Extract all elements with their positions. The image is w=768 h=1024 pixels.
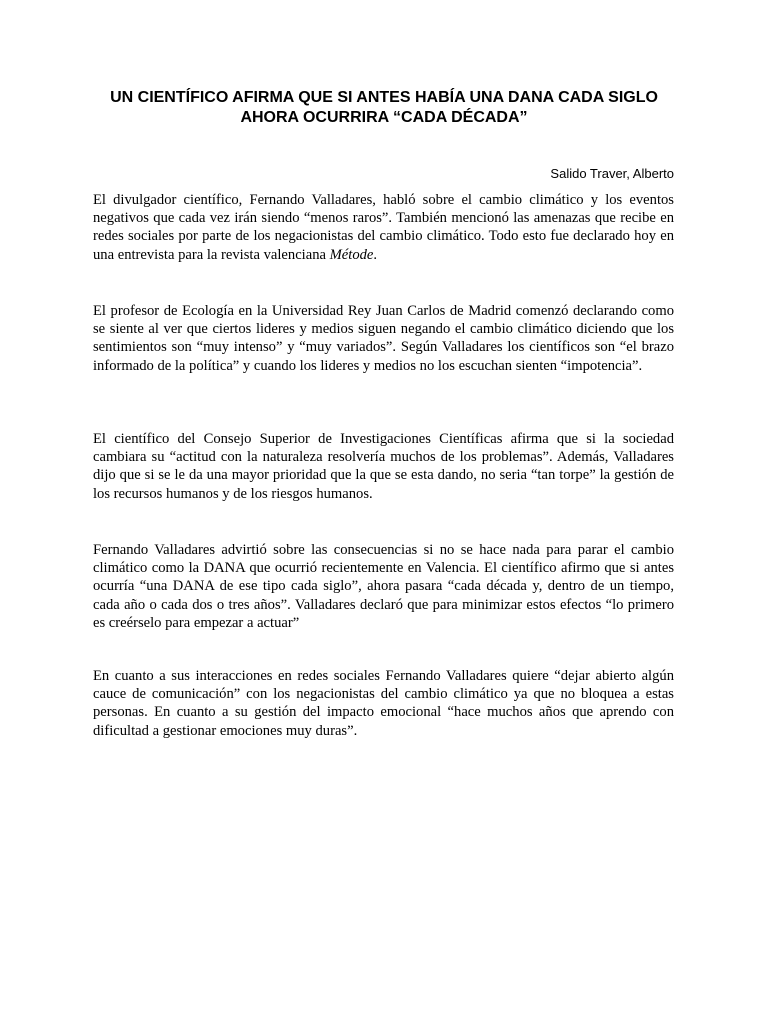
paragraph-1-end: . — [373, 246, 378, 263]
paragraph-1 — [93, 191, 674, 264]
paragraph-5: En cuanto a sus interacciones en redes sociales Fernando Valladares quiere “dejar abierto algún cauce de comunicación” con los negacionistas del cambio climático ya que no bloquea a estas personas. En cuanto a su gestión del impacto emocional “hace muchos años que aprendo con dificultad a gestionar emociones muy duras”. — [93, 668, 674, 739]
paragraph-4: Fernando Valladares advirtió sobre las consecuencias si no se hace nada para parar el cambio climático como la DANA que ocurrió recientemente en Valencia. El científico afirmo que si antes ocurría “una DANA de ese tipo cada siglo”, ahora pasara “cada década y, dentro de un tiempo, cada año o cada dos o tres años”. Valladares declaró que para minimizar estos efectos “lo primero es creérselo para empezar a actuar” — [93, 542, 674, 631]
paragraph-1-text: El divulgador científico, Fernando Valladares, habló sobre el cambio climático y los eventos negativos que cada vez irán siendo “menos raros”. También mencionó las amenazas que recibe en redes sociales por parte de los negacionistas del cambio climático. Todo esto fue declarado hoy en una entrevista para la revista valenciana — [93, 192, 674, 263]
paragraph-3: El científico del Consejo Superior de Investigaciones Científicas afirma que si la sociedad cambiara su “actitud con la naturaleza resolvería muchos de los problemas”. Además, Valladares dijo que si se le da una mayor prioridad que la que se esta dando, no seria “tan torpe” la gestión de los recursos humanos y de los riesgos humanos. — [93, 431, 674, 502]
magazine-name: Métode — [329, 246, 374, 263]
paragraph-2: El profesor de Ecología en la Universidad Rey Juan Carlos de Madrid comenzó declarando como se siente al ver que ciertos lideres y medios siguen negando el cambio climático diciendo que los sentimientos son “muy intenso” y “muy variados”. Según Valladares los científicos son “el brazo informado de la política” y cuando los lideres y medios no los escuchan sienten “impotencia”. — [93, 303, 674, 374]
article-title: UN CIENTÍFICO AFIRMA QUE SI ANTES HABÍA UNA DANA CADA SIGLO AHORA OCURRIRA “CADA DÉCADA” — [110, 89, 658, 126]
article-author: Salido Traver, Alberto — [550, 166, 674, 181]
